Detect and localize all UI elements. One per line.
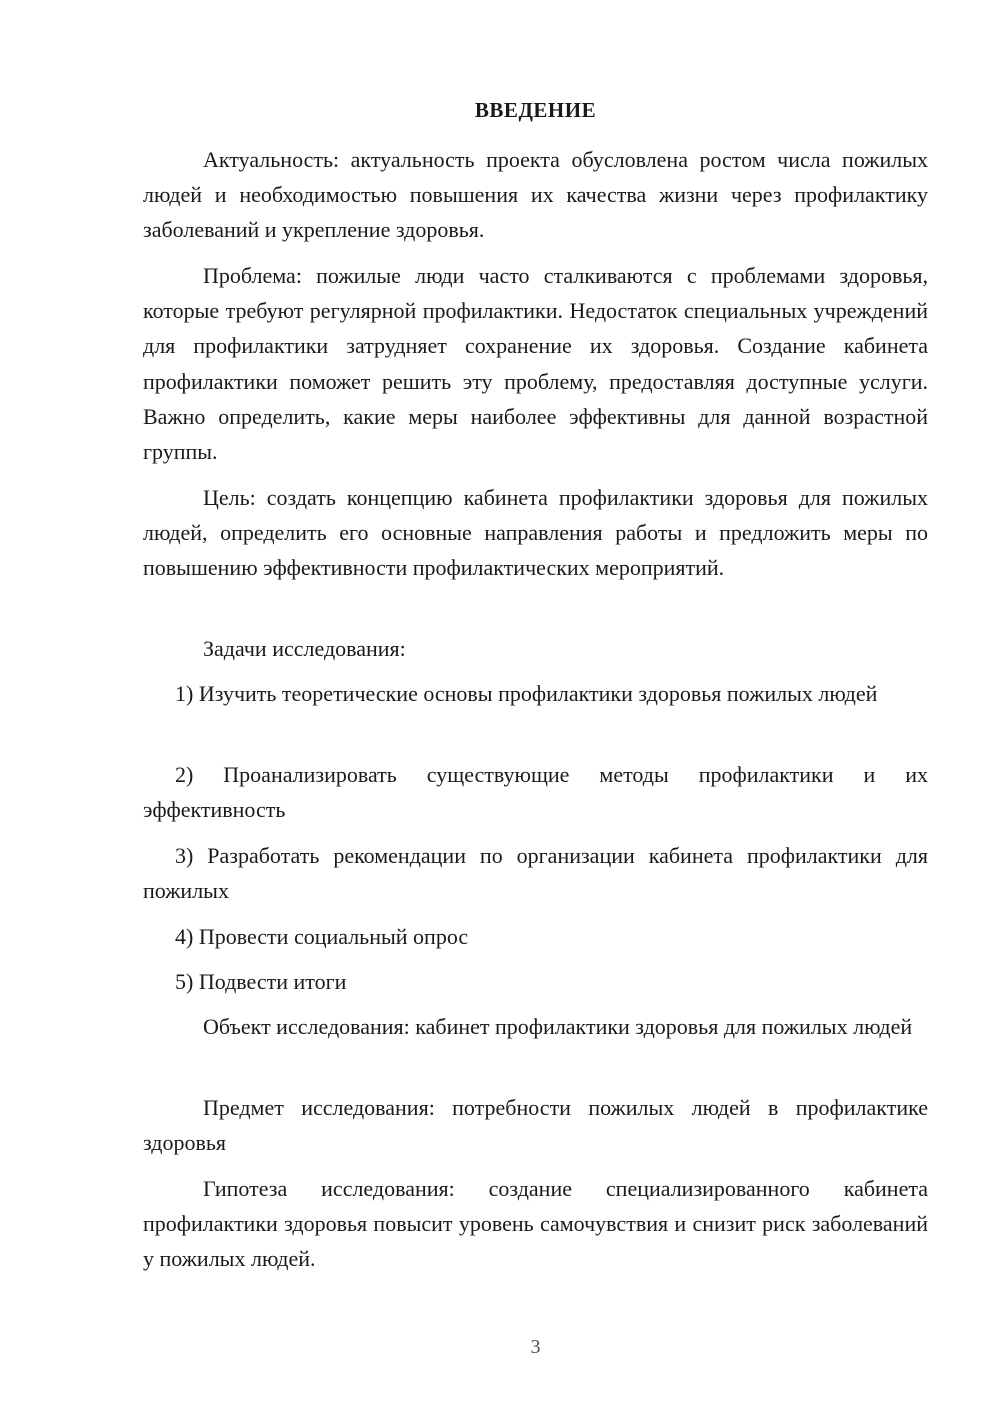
- section-heading: ВВЕДЕНИЕ: [474, 98, 597, 122]
- task-item-5: 5) Подвести итоги: [175, 969, 347, 994]
- tasks-intro: Задачи исследования:: [203, 636, 406, 661]
- hypothesis-paragraph: Гипотеза исследования: создание специализированного кабинета профилактики здоровья повысит уровень самочувствия и снизит риск заболеваний у пожилых людей.: [143, 1176, 928, 1272]
- page-number: 3: [530, 1336, 541, 1358]
- subject-paragraph: Предмет исследования: потребности пожилых людей в профилактике здоровья: [143, 1095, 928, 1156]
- object-paragraph: Объект исследования: кабинет профилактики здоровья для пожилых людей: [203, 1014, 913, 1039]
- task-item-2: 2) Проанализировать существующие методы профилактики и их эффективность: [143, 762, 928, 823]
- goal-paragraph: Цель: создать концепцию кабинета профилактики здоровья для пожилых людей, определить его основные направления работы и предложить меры по повышению эффективности профилактических мероприятий.: [143, 485, 928, 581]
- relevance-paragraph: Актуальность: актуальность проекта обусловлена ростом числа пожилых людей и необходимостью повышения их качества жизни через профилактику заболеваний и укрепление здоровья.: [143, 147, 928, 243]
- task-item-4: 4) Провести социальный опрос: [175, 924, 469, 949]
- task-item-3: 3) Разработать рекомендации по организации кабинета профилактики для пожилых: [143, 843, 928, 904]
- task-item-1: 1) Изучить теоретические основы профилактики здоровья пожилых людей: [175, 681, 878, 706]
- problem-paragraph: Проблема: пожилые люди часто сталкиваются с проблемами здоровья, которые требуют регулярной профилактики. Недостаток специальных учреждений для профилактики затрудняет сохранение их здоровья. Создание кабинета профилактики поможет решить эту проблему, предоставляя доступные услуги. Важно определить, какие меры наиболее эффективны для данной возрастной группы.: [143, 263, 928, 465]
